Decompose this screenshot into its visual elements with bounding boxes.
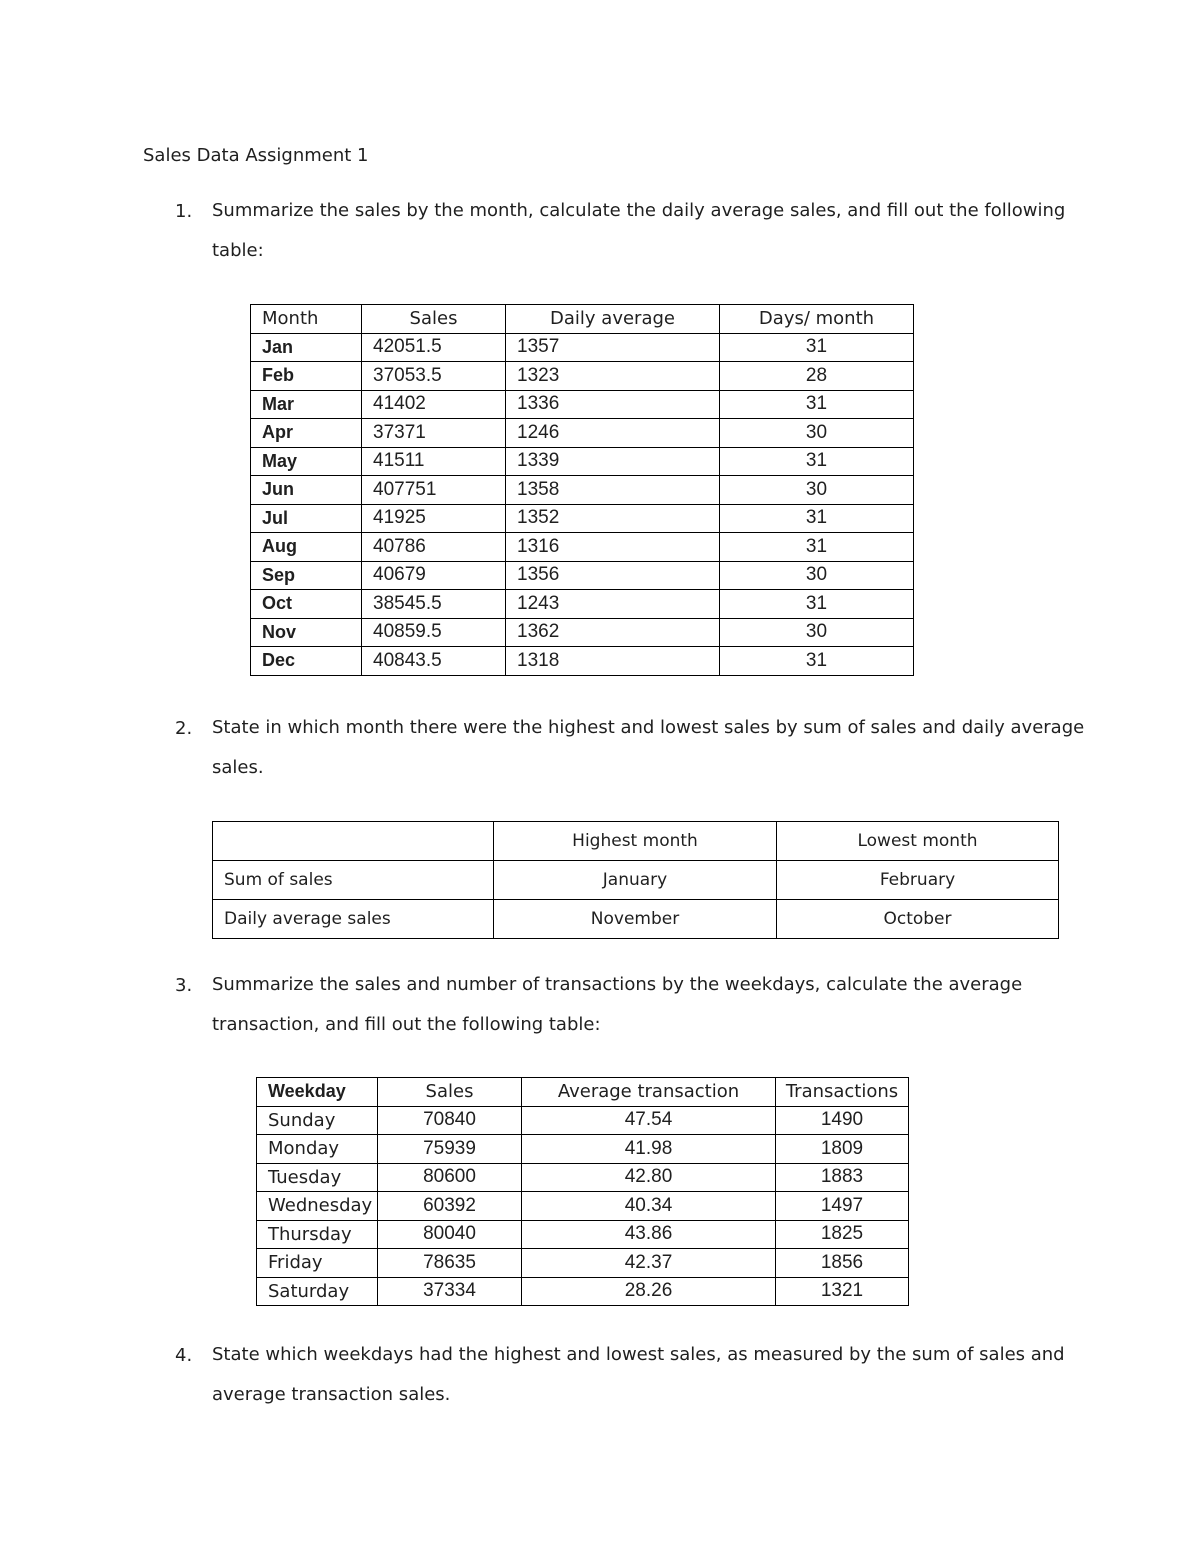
transactions-cell: 1825 xyxy=(776,1220,909,1249)
daily-average-cell: 1323 xyxy=(506,362,720,391)
table-row xyxy=(251,647,914,676)
question-3-line-2: transaction, and fill out the following table: xyxy=(212,1014,601,1035)
sales-cell: 407751 xyxy=(362,476,506,505)
question-1-number: 1. xyxy=(175,201,193,222)
transactions-cell: 1497 xyxy=(776,1192,909,1221)
month-cell: Jan xyxy=(251,333,362,362)
month-cell: Nov xyxy=(251,618,362,647)
table-row xyxy=(251,390,914,419)
table-row xyxy=(251,533,914,562)
lowest-month-cell: October xyxy=(777,900,1059,939)
header-sales: Sales xyxy=(362,305,506,334)
weekday-cell: Saturday xyxy=(257,1277,378,1306)
month-cell: Oct xyxy=(251,590,362,619)
question-3-number: 3. xyxy=(175,975,193,996)
table-row xyxy=(257,1192,909,1221)
question-1-text xyxy=(212,191,1065,271)
table-row xyxy=(251,419,914,448)
extremes-header-row xyxy=(213,822,1059,861)
daily-average-cell: 1357 xyxy=(506,333,720,362)
header-weekday: Weekday xyxy=(257,1078,378,1107)
header-month: Month xyxy=(251,305,362,334)
question-3-line-1: Summarize the sales and number of transactions by the weekdays, calculate the average xyxy=(212,974,1023,995)
sales-cell: 40679 xyxy=(362,561,506,590)
table-row xyxy=(251,561,914,590)
daily-average-cell: 1339 xyxy=(506,447,720,476)
month-cell: Dec xyxy=(251,647,362,676)
sales-cell: 70840 xyxy=(378,1106,522,1135)
month-cell: Feb xyxy=(251,362,362,391)
table-row xyxy=(251,447,914,476)
question-4-line-1: State which weekdays had the highest and lowest sales, as measured by the sum of sales and xyxy=(212,1344,1065,1365)
question-3-text xyxy=(212,965,1022,1045)
row-label: Sum of sales xyxy=(213,861,494,900)
days-cell: 31 xyxy=(720,590,914,619)
month-cell: May xyxy=(251,447,362,476)
header-sales: Sales xyxy=(378,1078,522,1107)
question-2-text xyxy=(212,708,1084,788)
sales-cell: 41511 xyxy=(362,447,506,476)
table-row xyxy=(251,333,914,362)
sales-cell: 60392 xyxy=(378,1192,522,1221)
daily-average-cell: 1356 xyxy=(506,561,720,590)
daily-average-cell: 1362 xyxy=(506,618,720,647)
table-row xyxy=(251,590,914,619)
table-row xyxy=(251,504,914,533)
table-row xyxy=(251,476,914,505)
header-transactions: Transactions xyxy=(776,1078,909,1107)
question-1-line-1: Summarize the sales by the month, calculate the daily average sales, and fill out the following xyxy=(212,200,1066,221)
weekday-cell: Monday xyxy=(257,1135,378,1164)
question-4-text xyxy=(212,1335,1065,1415)
header-empty xyxy=(213,822,494,861)
days-cell: 31 xyxy=(720,504,914,533)
question-2-line-1: State in which month there were the highest and lowest sales by sum of sales and daily average xyxy=(212,717,1085,738)
header-highest-month: Highest month xyxy=(494,822,777,861)
transactions-cell: 1490 xyxy=(776,1106,909,1135)
table-row xyxy=(257,1220,909,1249)
row-label: Daily average sales xyxy=(213,900,494,939)
highest-month-cell: January xyxy=(494,861,777,900)
days-cell: 31 xyxy=(720,447,914,476)
sales-cell: 37053.5 xyxy=(362,362,506,391)
sales-cell: 40859.5 xyxy=(362,618,506,647)
lowest-month-cell: February xyxy=(777,861,1059,900)
month-cell: Apr xyxy=(251,419,362,448)
days-cell: 30 xyxy=(720,618,914,647)
daily-average-cell: 1316 xyxy=(506,533,720,562)
question-1-line-2: table: xyxy=(212,240,264,261)
question-2-number: 2. xyxy=(175,718,193,739)
table-row xyxy=(257,1249,909,1278)
transactions-cell: 1321 xyxy=(776,1277,909,1306)
month-cell: Jun xyxy=(251,476,362,505)
sales-cell: 41925 xyxy=(362,504,506,533)
weekday-cell: Sunday xyxy=(257,1106,378,1135)
weekday-cell: Friday xyxy=(257,1249,378,1278)
month-cell: Sep xyxy=(251,561,362,590)
monthly-header-row xyxy=(251,305,914,334)
average-transaction-cell: 42.37 xyxy=(522,1249,776,1278)
daily-average-cell: 1243 xyxy=(506,590,720,619)
sales-cell: 40786 xyxy=(362,533,506,562)
header-daily-average: Daily average xyxy=(506,305,720,334)
sales-cell: 40843.5 xyxy=(362,647,506,676)
transactions-cell: 1856 xyxy=(776,1249,909,1278)
daily-average-cell: 1318 xyxy=(506,647,720,676)
weekday-cell: Thursday xyxy=(257,1220,378,1249)
average-transaction-cell: 47.54 xyxy=(522,1106,776,1135)
days-cell: 31 xyxy=(720,333,914,362)
days-cell: 30 xyxy=(720,476,914,505)
average-transaction-cell: 42.80 xyxy=(522,1163,776,1192)
weekday-cell: Tuesday xyxy=(257,1163,378,1192)
table-row xyxy=(257,1135,909,1164)
header-days-month: Days/ month xyxy=(720,305,914,334)
table-row xyxy=(213,900,1059,939)
average-transaction-cell: 28.26 xyxy=(522,1277,776,1306)
table-row xyxy=(257,1106,909,1135)
table-row xyxy=(251,618,914,647)
table-row xyxy=(257,1163,909,1192)
transactions-cell: 1809 xyxy=(776,1135,909,1164)
daily-average-cell: 1246 xyxy=(506,419,720,448)
month-cell: Jul xyxy=(251,504,362,533)
days-cell: 31 xyxy=(720,390,914,419)
average-transaction-cell: 43.86 xyxy=(522,1220,776,1249)
sales-cell: 37334 xyxy=(378,1277,522,1306)
header-average-transaction: Average transaction xyxy=(522,1078,776,1107)
month-cell: Aug xyxy=(251,533,362,562)
document-title: Sales Data Assignment 1 xyxy=(143,145,369,166)
sales-cell: 38545.5 xyxy=(362,590,506,619)
days-cell: 30 xyxy=(720,419,914,448)
month-cell: Mar xyxy=(251,390,362,419)
sales-cell: 37371 xyxy=(362,419,506,448)
weekday-header-row xyxy=(257,1078,909,1107)
days-cell: 30 xyxy=(720,561,914,590)
daily-average-cell: 1352 xyxy=(506,504,720,533)
transactions-cell: 1883 xyxy=(776,1163,909,1192)
average-transaction-cell: 40.34 xyxy=(522,1192,776,1221)
sales-cell: 42051.5 xyxy=(362,333,506,362)
weekday-sales-table xyxy=(256,1077,909,1306)
daily-average-cell: 1336 xyxy=(506,390,720,419)
days-cell: 28 xyxy=(720,362,914,391)
table-row xyxy=(251,362,914,391)
extremes-table xyxy=(212,821,1059,939)
sales-cell: 80600 xyxy=(378,1163,522,1192)
header-lowest-month: Lowest month xyxy=(777,822,1059,861)
days-cell: 31 xyxy=(720,647,914,676)
table-row xyxy=(257,1277,909,1306)
question-4-number: 4. xyxy=(175,1345,193,1366)
highest-month-cell: November xyxy=(494,900,777,939)
days-cell: 31 xyxy=(720,533,914,562)
average-transaction-cell: 41.98 xyxy=(522,1135,776,1164)
sales-cell: 75939 xyxy=(378,1135,522,1164)
question-2-line-2: sales. xyxy=(212,757,264,778)
sales-cell: 80040 xyxy=(378,1220,522,1249)
sales-cell: 41402 xyxy=(362,390,506,419)
monthly-sales-table xyxy=(250,304,914,676)
daily-average-cell: 1358 xyxy=(506,476,720,505)
weekday-cell: Wednesday xyxy=(257,1192,378,1221)
table-row xyxy=(213,861,1059,900)
sales-cell: 78635 xyxy=(378,1249,522,1278)
question-4-line-2: average transaction sales. xyxy=(212,1384,451,1405)
